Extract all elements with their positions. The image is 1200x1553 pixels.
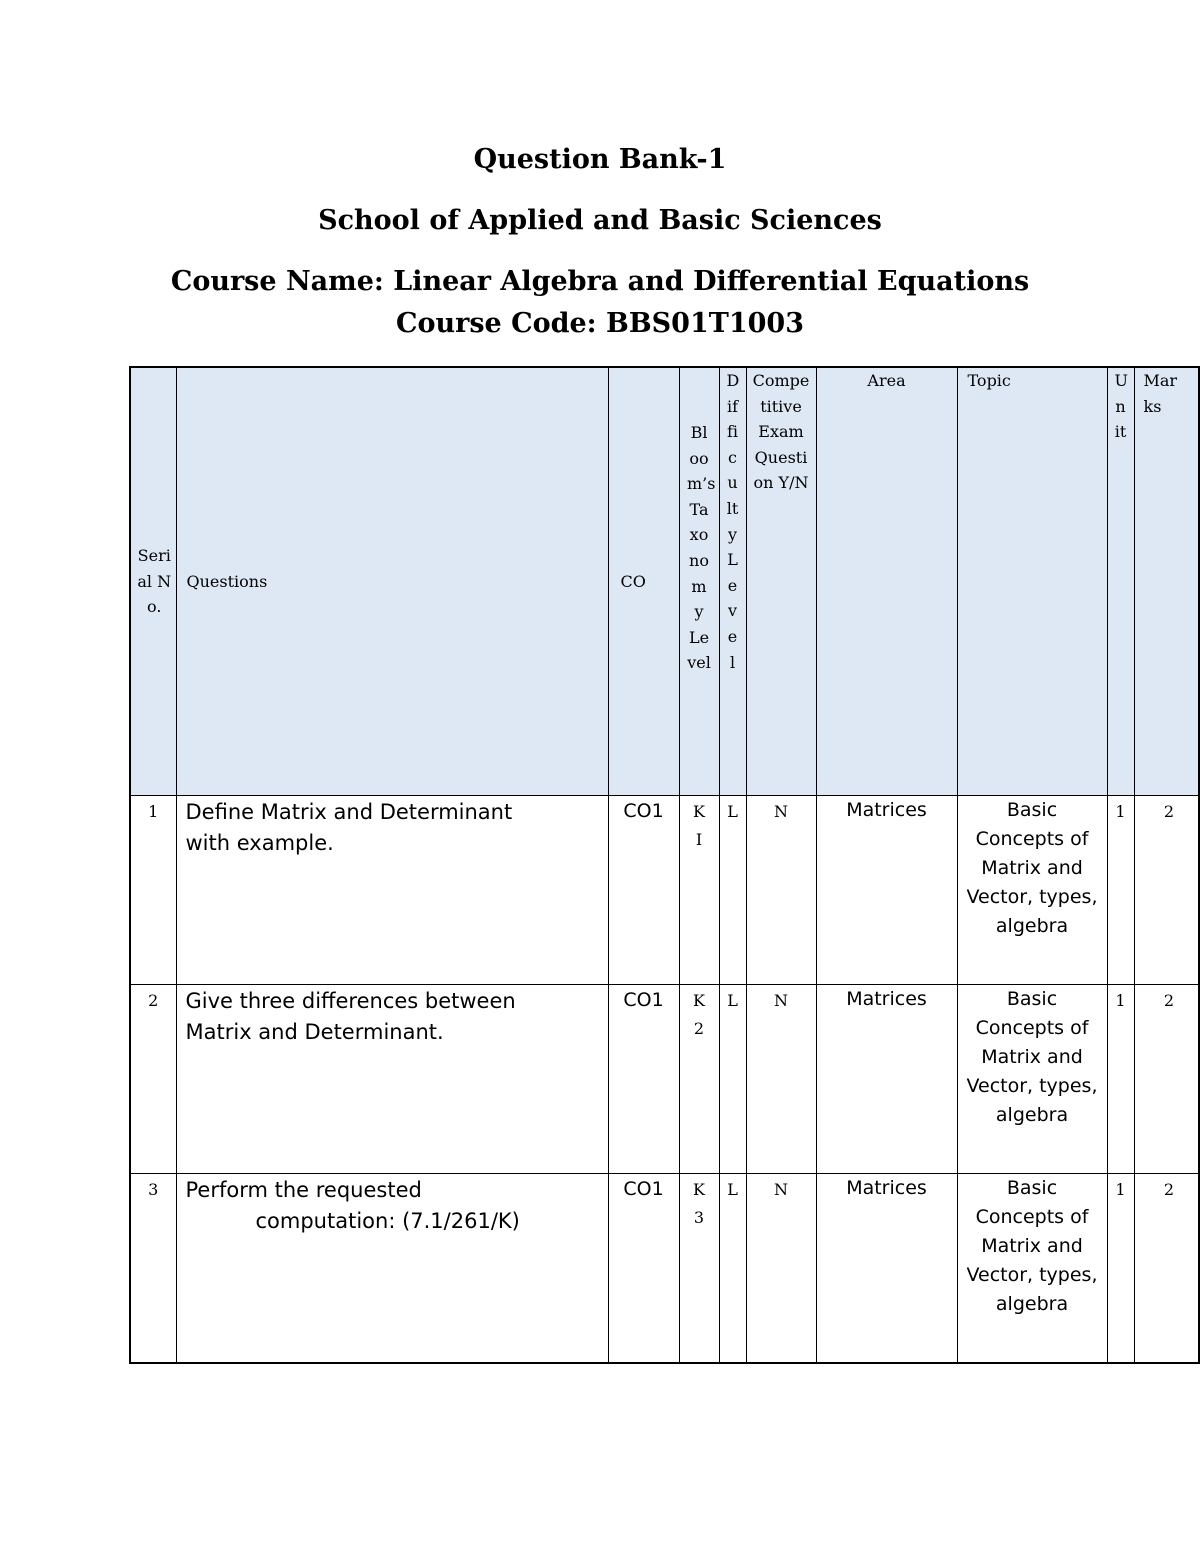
header-questions: Questions — [176, 367, 608, 796]
cell-area: Matrices — [816, 1174, 957, 1364]
question-line: Give three differences between — [185, 989, 516, 1013]
cell-co: CO1 — [608, 985, 679, 1174]
cell-unit: 1 — [1107, 985, 1134, 1174]
cell-difficulty: L — [719, 796, 746, 985]
question-line: Define Matrix and Determinant — [185, 800, 513, 824]
cell-co: CO1 — [608, 1174, 679, 1364]
cell-unit: 1 — [1107, 1174, 1134, 1364]
cell-competitive: N — [746, 796, 816, 985]
table-row — [130, 796, 1199, 985]
cell-bloom: K3 — [679, 1174, 719, 1364]
header-area: Area — [816, 367, 957, 796]
cell-area: Matrices — [816, 796, 957, 985]
header-co: CO — [608, 367, 679, 796]
table-row — [130, 1174, 1199, 1364]
question-table — [129, 366, 1200, 1364]
document-title: Question Bank-1 — [473, 144, 727, 175]
cell-question — [176, 796, 608, 985]
question-line: with example. — [185, 831, 334, 855]
cell-marks: 2 — [1134, 985, 1199, 1174]
question-line: Matrix and Determinant. — [185, 1020, 444, 1044]
cell-competitive: N — [746, 985, 816, 1174]
cell-topic: Basic Concepts of Matrix and Vector, types, algebra — [957, 1174, 1107, 1364]
cell-competitive: N — [746, 1174, 816, 1364]
cell-difficulty: L — [719, 985, 746, 1174]
header-marks: Marks — [1134, 367, 1199, 796]
question-line: computation: (7.1/261/K) — [255, 1209, 520, 1233]
question-line: Perform the requested — [185, 1178, 422, 1202]
cell-co: CO1 — [608, 796, 679, 985]
table-header-row — [130, 367, 1199, 796]
cell-serial: 1 — [130, 796, 176, 985]
cell-bloom: KI — [679, 796, 719, 985]
header-topic: Topic — [957, 367, 1107, 796]
cell-bloom: K2 — [679, 985, 719, 1174]
cell-unit: 1 — [1107, 796, 1134, 985]
cell-topic: Basic Concepts of Matrix and Vector, types, algebra — [957, 796, 1107, 985]
cell-serial: 2 — [130, 985, 176, 1174]
cell-serial: 3 — [130, 1174, 176, 1364]
header-serial: Serial No. — [130, 367, 176, 796]
cell-marks: 2 — [1134, 1174, 1199, 1364]
cell-marks: 2 — [1134, 796, 1199, 985]
school-name: School of Applied and Basic Sciences — [318, 205, 882, 236]
course-name: Course Name: Linear Algebra and Differential Equations — [170, 266, 1030, 297]
header-difficulty: Difficulty Level — [719, 367, 746, 796]
cell-difficulty: L — [719, 1174, 746, 1364]
header-bloom: Bloom’s Taxonomy Level — [679, 367, 719, 796]
header-competitive: Competitive Exam Question Y/N — [746, 367, 816, 796]
table-row — [130, 985, 1199, 1174]
cell-topic: Basic Concepts of Matrix and Vector, types, algebra — [957, 985, 1107, 1174]
cell-area: Matrices — [816, 985, 957, 1174]
course-code: Course Code: BBS01T1003 — [395, 308, 804, 339]
cell-question — [176, 985, 608, 1174]
cell-question — [176, 1174, 608, 1364]
header-unit: Unit — [1107, 367, 1134, 796]
